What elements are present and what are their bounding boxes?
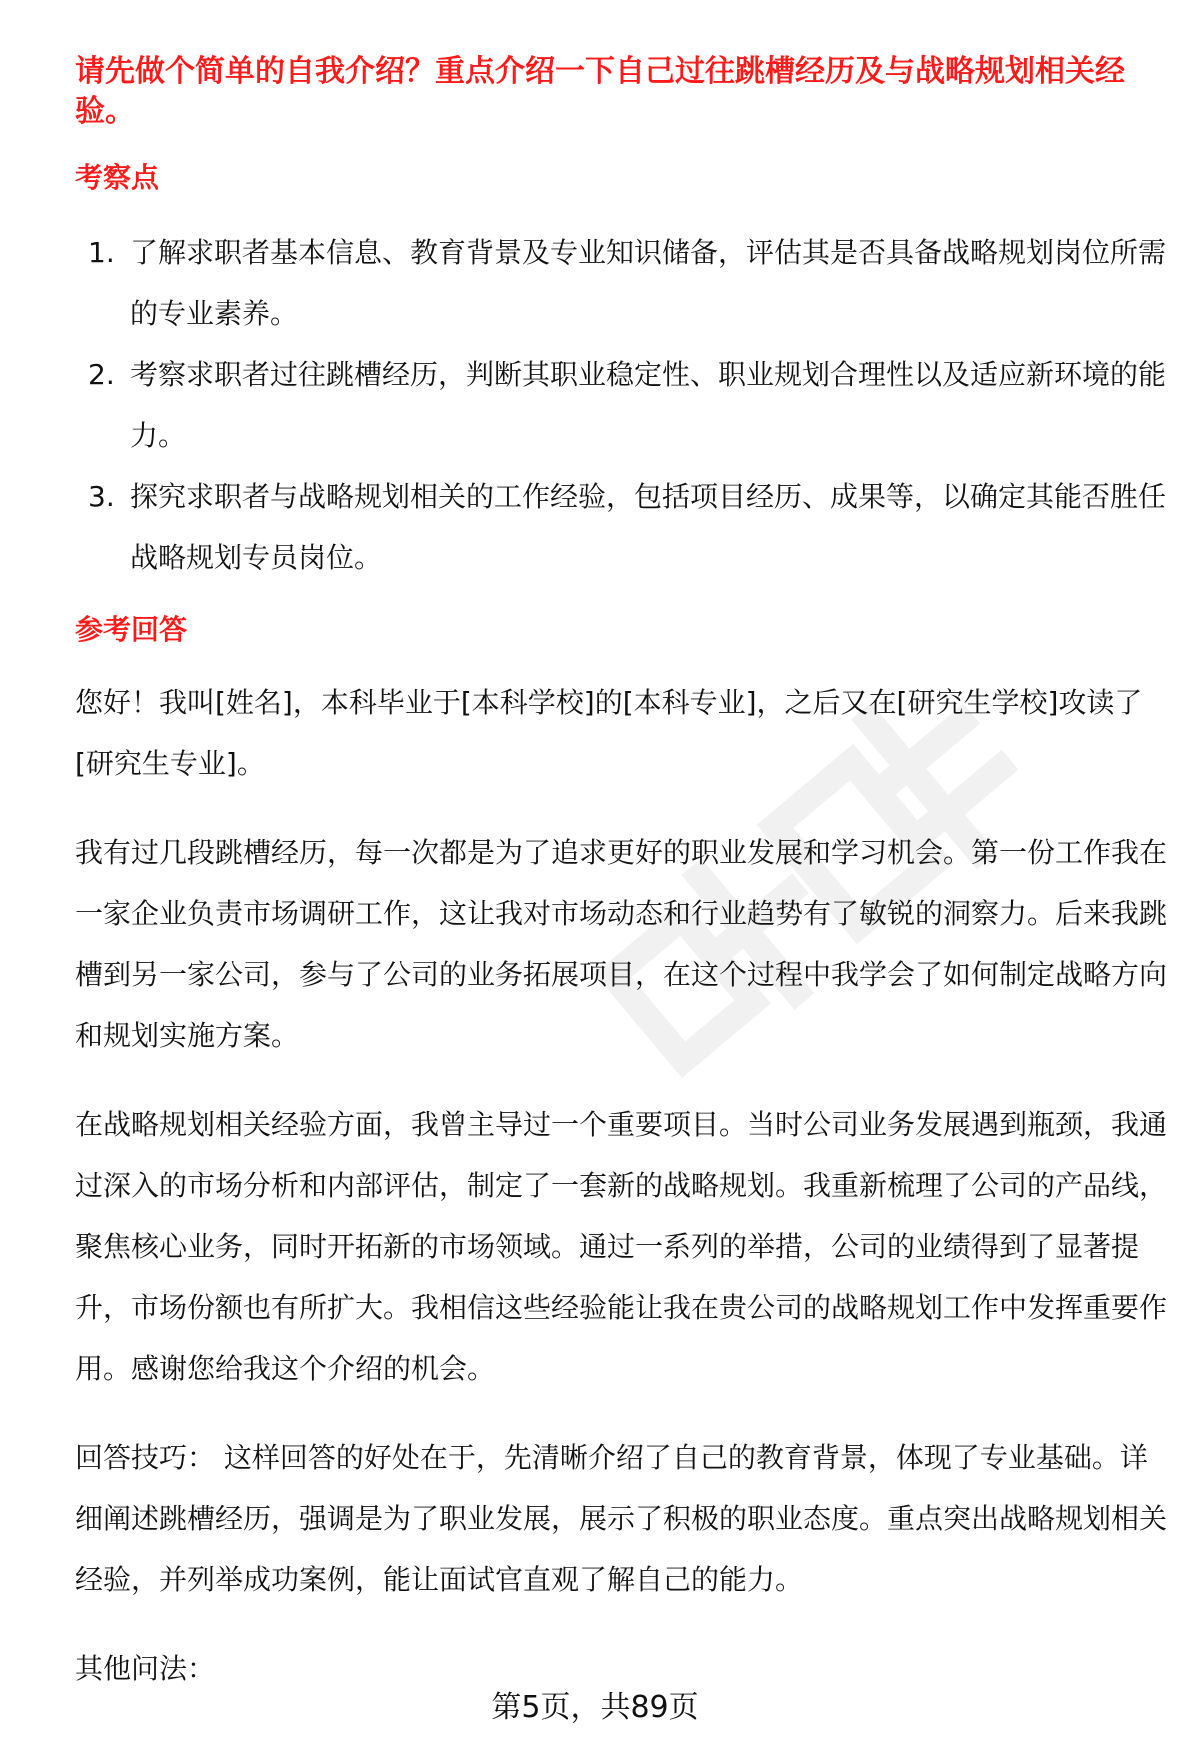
list-item	[75, 222, 1170, 344]
list-item-text: 考察求职者过往跳槽经历，判断其职业稳定性、职业规划合理性以及适应新环境的能力。	[130, 358, 1167, 452]
key-points-title: 考察点	[75, 161, 160, 194]
list-item	[75, 466, 1170, 588]
question-heading: 请先做个简单的自我介绍？重点介绍一下自己过往跳槽经历及与战略规划相关经验。	[75, 54, 1125, 129]
page-content	[75, 52, 1175, 1699]
list-item-text: 探究求职者与战略规划相关的工作经验，包括项目经历、成果等，以确定其能否胜任战略规划专员岗位。	[130, 480, 1167, 574]
list-item	[75, 344, 1170, 466]
answer-paragraph: 我有过几段跳槽经历，每一次都是为了追求更好的职业发展和学习机会。第一份工作我在一家企业负责市场调研工作，这让我对市场动态和行业趋势有了敏锐的洞察力。后来我跳槽到另一家公司，参与了公司的业务拓展项目，在这个过程中我学会了如何制定战略方向和规划实施方案。	[75, 836, 1168, 1052]
page-footer: 第5页，共89页	[491, 1690, 699, 1725]
list-item-number: 3.	[88, 480, 115, 513]
answer-paragraph: 您好！我叫[姓名]，本科毕业于[本科学校]的[本科专业]，之后又在[研究生学校]攻读了[研究生专业]。	[75, 686, 1143, 780]
reference-answer-title: 参考回答	[75, 613, 188, 646]
answer-tips: 回答技巧： 这样回答的好处在于，先清晰介绍了自己的教育背景，体现了专业基础。详细阐述跳槽经历，强调是为了职业发展，展示了积极的职业态度。重点突出战略规划相关经验，并列举成功案例，能让面试官直观了解自己的能力。	[75, 1441, 1168, 1596]
answer-paragraph: 在战略规划相关经验方面，我曾主导过一个重要项目。当时公司业务发展遇到瓶颈，我通过深入的市场分析和内部评估，制定了一套新的战略规划。我重新梳理了公司的产品线，聚焦核心业务，同时开拓新的市场领域。通过一系列的举措，公司的业绩得到了显著提升，市场份额也有所扩大。我相信这些经验能让我在贵公司的战略规划工作中发挥重要作用。感谢您给我这个介绍的机会。	[75, 1108, 1168, 1385]
key-points-list	[75, 222, 1175, 588]
list-item-text: 了解求职者基本信息、教育背景及专业知识储备，评估其是否具备战略规划岗位所需的专业素养。	[130, 236, 1167, 330]
other-asks-label: 其他问法：	[75, 1652, 216, 1685]
list-item-number: 1.	[88, 236, 115, 269]
list-item-number: 2.	[88, 358, 115, 391]
